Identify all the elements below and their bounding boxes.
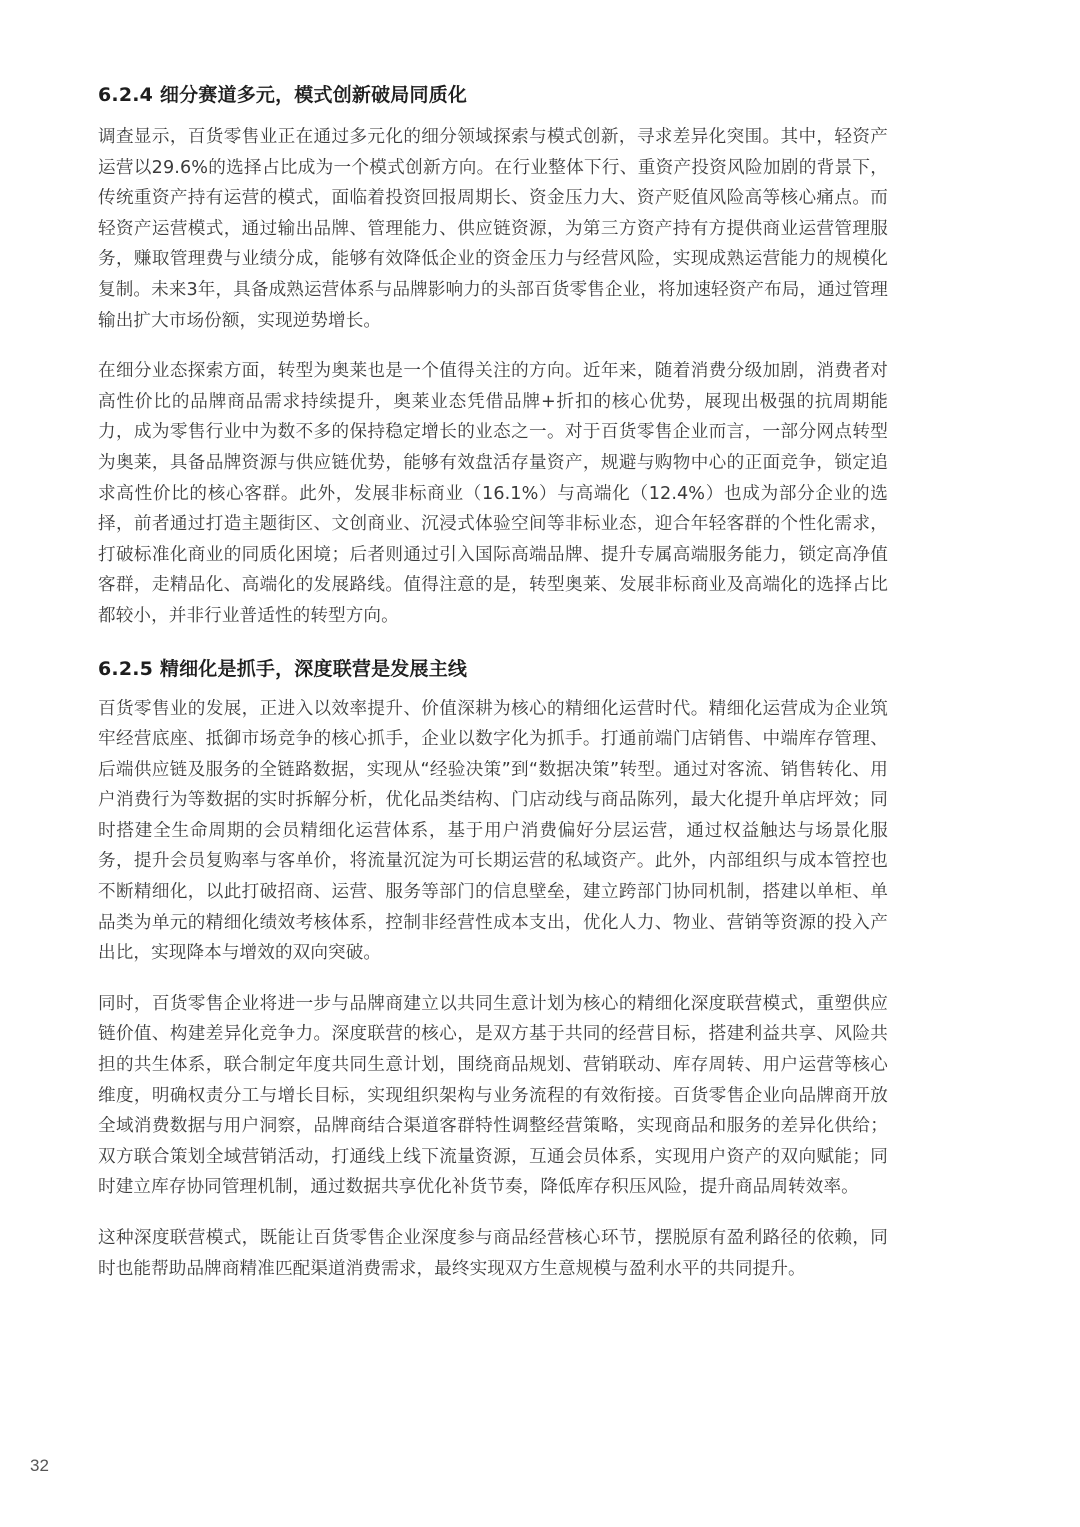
paragraph: 百货零售业的发展，正进入以效率提升、价值深耕为核心的精细化运营时代。精细化运营成为企业筑牢经营底座、抵御市场竞争的核心抓手，企业以数字化为抓手。打通前端门店销售、中端库存管理、后端供应链及服务的全链路数据，实现从“经验决策”到“数据决策”转型。通过对客流、销售转化、用户消费行为等数据的实时拆解分析，优化品类结构、门店动线与商品陈列，最大化提升单店坪效；同时搭建全生命周期的会员精细化运营体系，基于用户消费偏好分层运营，通过权益触达与场景化服务，提升会员复购率与客单价，将流量沉淀为可长期运营的私域资产。此外，内部组织与成本管控也不断精细化，以此打破招商、运营、服务等部门的信息壁垒，建立跨部门协同机制，搭建以单柜、单品类为单元的精细化绩效考核体系，控制非经营性成本支出，优化人力、物业、营销等资源的投入产出比，实现降本与增效的双向突破。: [98, 698, 888, 964]
paragraph: 同时，百货零售企业将进一步与品牌商建立以共同生意计划为核心的精细化深度联营模式，重塑供应链价值、构建差异化竞争力。深度联营的核心，是双方基于共同的经营目标，搭建利益共享、风险共担的共生体系，联合制定年度共同生意计划，围绕商品规划、营销联动、库存周转、用户运营等核心维度，明确权责分工与增长目标，实现组织架构与业务流程的有效衔接。百货零售企业向品牌商开放全域消费数据与用户洞察，品牌商结合渠道客群特性调整经营策略，实现商品和服务的差异化供给；双方联合策划全域营销活动，打通线上线下流量资源，互通会员体系，实现用户资产的双向赋能；同时建立库存协同管理机制，通过数据共享优化补货节奏，降低库存积压风险，提升商品周转效率。: [98, 993, 888, 1198]
section-6-2-4: [98, 78, 888, 632]
section-6-2-5: [98, 652, 888, 1285]
section-heading: 6.2.5 精细化是抓手，深度联营是发展主线: [98, 657, 468, 680]
section-heading: 6.2.4 细分赛道多元，模式创新破局同质化: [98, 84, 468, 106]
page-content: [98, 78, 888, 1284]
page-number: 32: [30, 1456, 49, 1475]
paragraph: 调查显示，百货零售业正在通过多元化的细分领域探索与模式创新，寻求差异化突围。其中，轻资产运营以29.6%的选择占比成为一个模式创新方向。在行业整体下行、重资产投资风险加剧的背景下，传统重资产持有运营的模式，面临着投资回报周期长、资金压力大、资产贬值风险高等核心痛点。而轻资产运营模式，通过输出品牌、管理能力、供应链资源，为第三方资产持有方提供商业运营管理服务，赚取管理费与业绩分成，能够有效降低企业的资金压力与经营风险，实现成熟运营能力的规模化复制。未来3年，具备成熟运营体系与品牌影响力的头部百货零售企业，将加速轻资产布局，通过管理输出扩大市场份额，实现逆势增长。: [98, 127, 888, 331]
paragraph: 这种深度联营模式，既能让百货零售企业深度参与商品经营核心环节，摆脱原有盈利路径的依赖，同时也能帮助品牌商精准匹配渠道消费需求，最终实现双方生意规模与盈利水平的共同提升。: [98, 1228, 888, 1279]
paragraph: 在细分业态探索方面，转型为奥莱也是一个值得关注的方向。近年来，随着消费分级加剧，消费者对高性价比的品牌商品需求持续提升，奥莱业态凭借品牌+折扣的核心优势，展现出极强的抗周期能力，成为零售行业中为数不多的保持稳定增长的业态之一。对于百货零售企业而言，一部分网点转型为奥莱，具备品牌资源与供应链优势，能够有效盘活存量资产，规避与购物中心的正面竞争，锁定追求高性价比的核心客群。此外，发展非标商业（16.1%）与高端化（12.4%）也成为部分企业的选择，前者通过打造主题街区、文创商业、沉浸式体验空间等非标业态，迎合年轻客群的个性化需求，打破标准化商业的同质化困境；后者则通过引入国际高端品牌、提升专属高端服务能力，锁定高净值客群，走精品化、高端化的发展路线。值得注意的是，转型奥莱、发展非标商业及高端化的选择占比都较小，并非行业普适性的转型方向。: [98, 361, 888, 626]
